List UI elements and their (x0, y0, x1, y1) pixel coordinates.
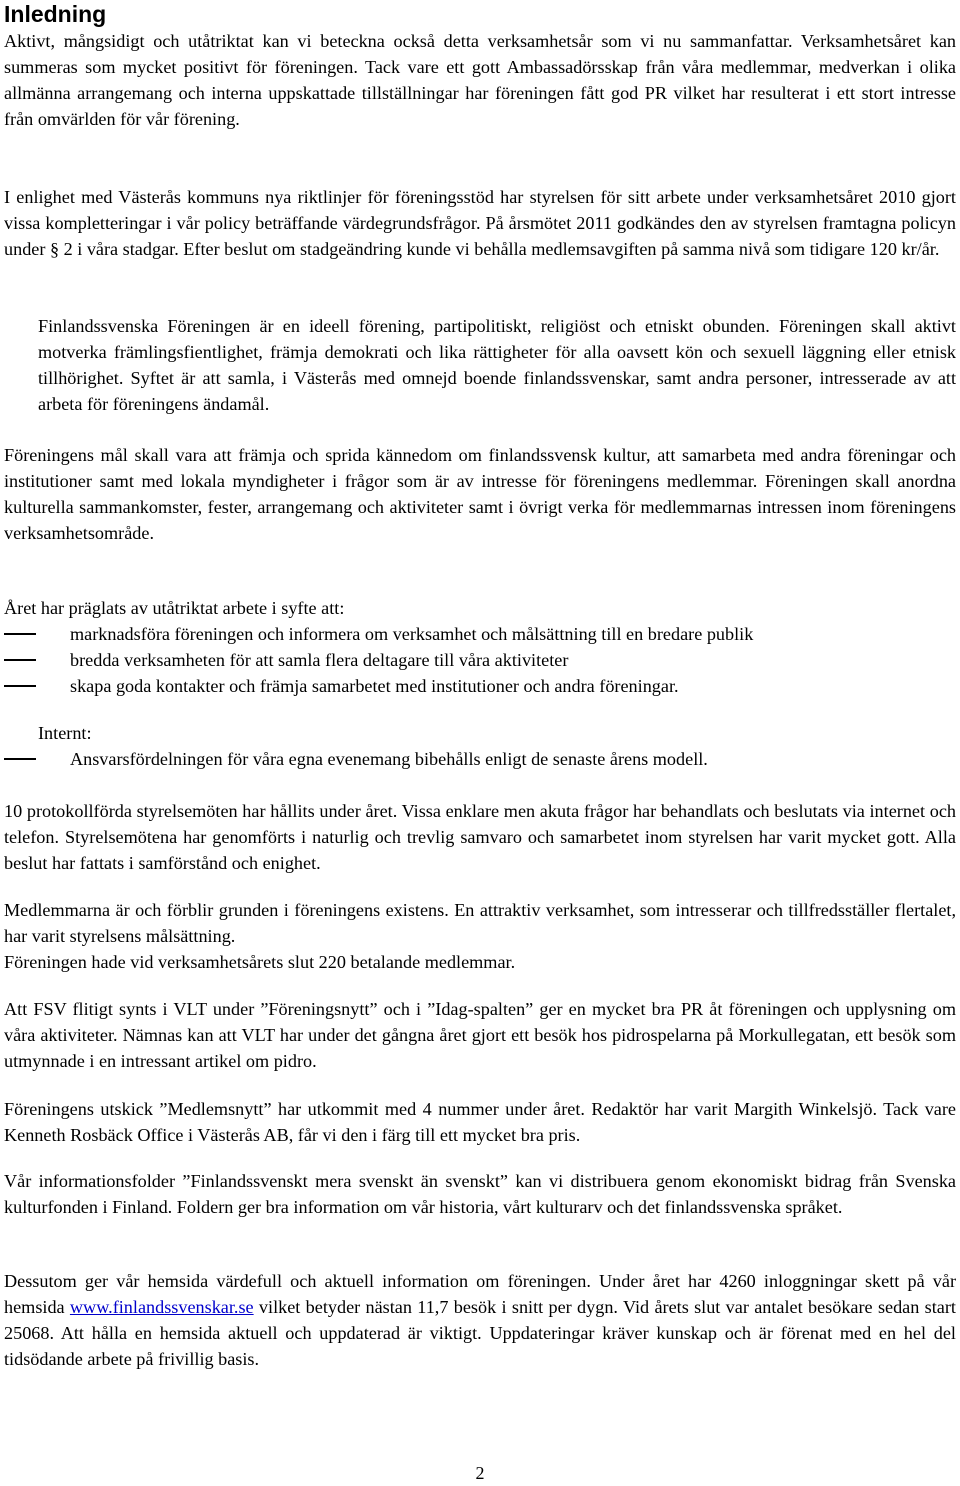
list-item: skapa goda kontakter och främja samarbetet med institutioner och andra föreningar. (4, 673, 956, 699)
paragraph-ideology: Finlandssvenska Föreningen är en ideell förening, partipolitiskt, religiöst och etniskt obunden. Föreningen skall aktivt motverka främlingsfientlighet, främja demokrati och lika rättigheter för alla oavsett kön och sexuell läggning eller etnisk tillhörighet. Syftet är att samla, i Västerås med omnejd boende finlandssvenskar, samt andra personer, intresserade av att arbeta för föreningens ändamål. (38, 316, 956, 414)
purpose-list (4, 621, 956, 699)
paragraph-board-meetings: 10 protokollförda styrelsemöten har hållits under året. Vissa enklare men akuta frågor har behandlats och beslutats via internet och telefon. Styrelsemötena har genomförts i naturlig och trevlig samvaro och samarbetet inom styrelsen har varit mycket gott. Alla beslut har fattats i samförstånd och enighet. (4, 801, 956, 873)
paragraph-goals: Föreningens mål skall vara att främja och sprida kännedom om finlandssvensk kultur, att samarbeta med andra föreningar och institutioner samt med lokala myndigheter i frågor som är av intresse för föreningens medlemmar. Föreningen skall anordna kulturella sammankomster, fester, arrangemang och aktiviteter samt i övrigt verka för medlemmarnas intressen inom föreningens verksamhetsområde. (4, 445, 956, 543)
dash-bullet-icon (4, 685, 36, 687)
dash-bullet-icon (4, 659, 36, 661)
internal-list (4, 746, 956, 772)
list-item: marknadsföra föreningen och informera om verksamhet och målsättning till en bredare publik (4, 621, 956, 647)
paragraph-newsletter: Föreningens utskick ”Medlemsnytt” har utkommit med 4 nummer under året. Redaktör har varit Margith Winkelsjö. Tack vare Kenneth Rosbäck Office i Västerås AB, får vi den i färg till ett mycket bra pris. (4, 1099, 956, 1145)
section-heading: Inledning (4, 1, 107, 27)
page-number: 2 (475, 1463, 485, 1483)
website-link[interactable]: www.finlandssvenskar.se (69, 1297, 254, 1317)
dash-bullet-icon (4, 633, 36, 635)
list-item: Ansvarsfördelningen för våra egna evenemang bibehålls enligt de senaste årens modell. (4, 746, 956, 772)
list-intro: Året har präglats av utåtriktat arbete i syfte att: (4, 598, 345, 618)
paragraph-folder: Vår informationsfolder ”Finlandssvenskt mera svenskt än svenskt” kan vi distribuera genom ekonomiskt bidrag från Svenska kulturfonden i Finland. Foldern ger bra information om vår historia, vårt kulturarv och det finlandssvenska språket. (4, 1171, 956, 1217)
list-item: bredda verksamheten för att samla flera deltagare till våra aktiviteter (4, 647, 956, 673)
dash-bullet-icon (4, 758, 36, 760)
paragraph-press: Att FSV flitigt synts i VLT under ”Föreningsnytt” och i ”Idag-spalten” ger en mycket bra PR åt föreningen och upplysning om våra aktiviteter. Nämnas kan att VLT har under det gångna året gjort ett besök hos pidrospelarna på Morkullegatan, ett besök som utmynnade i en intressant artikel om pidro. (4, 999, 956, 1071)
paragraph-intro: Aktivt, mångsidigt och utåtriktat kan vi beteckna också detta verksamhetsår som vi nu sammanfattar. Verksamhetsåret kan summeras som mycket positivt för föreningen. Tack vare ett gott Ambassadörsskap från våra medlemmar, medverkan i olika allmänna arrangemang och interna uppskattade tillställningar har föreningen fått god PR vilket har resulterat i ett stort intresse från omvärlden för vår förening. (4, 31, 956, 129)
paragraph-website: Dessutom ger vår hemsida värdefull och aktuell information om föreningen. Under året har 4260 inloggningar skett på vår hemsida www.finlandssvenskar.se vilket betyder nästan 11,7 besök i snitt per dygn. Vid årets slut var antalet besökare sedan start 25068. Att hålla en hemsida aktuell och uppdaterad är viktigt. Uppdateringar kräver kunskap och är förenat med en hel del tidsödande arbete på frivillig basis. (4, 1271, 956, 1369)
paragraph-policy: I enlighet med Västerås kommuns nya riktlinjer för föreningsstöd har styrelsen för sitt arbete under verksamhetsåret 2010 gjort vissa kompletteringar i vår policy beträffande värdegrundsfrågor. På årsmötet 2011 godkändes den av styrelsen framtagna policyn under § 2 i våra stadgar. Efter beslut om stadgeändring kunde vi behålla medlemsavgiften på samma nivå som tidigare 120 kr/år. (4, 187, 956, 259)
paragraph-member-count: Föreningen hade vid verksamhetsårets slut 220 betalande medlemmar. (4, 952, 516, 972)
internal-label: Internt: (38, 723, 92, 743)
paragraph-members: Medlemmarna är och förblir grunden i föreningens existens. En attraktiv verksamhet, som intresserar och tillfredsställer flertalet, har varit styrelsens målsättning. (4, 900, 956, 946)
